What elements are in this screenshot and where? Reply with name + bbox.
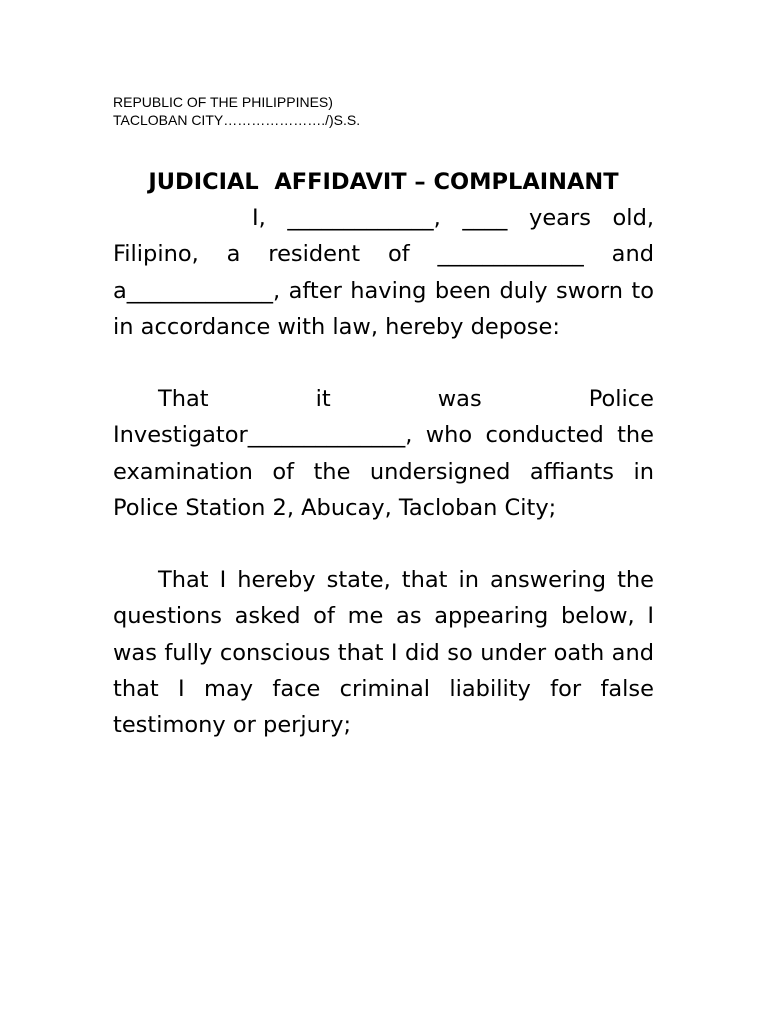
affidavit-body bbox=[113, 164, 654, 743]
paragraph-spacer bbox=[113, 345, 654, 381]
paragraph-police-investigator: That it was Police Investigator______________, who conducted the examination of the undersigned affiants in Police Station 2, Abucay, Tacloban City; bbox=[113, 386, 654, 521]
paragraph-affiant-statement: I, _____________, ____ years old, Filipino, a resident of _____________ and a_____________, after having been duly sworn to in accordance with law, hereby depose: bbox=[113, 205, 654, 340]
paragraph-spacer bbox=[113, 526, 654, 562]
venue-line-republic: REPUBLIC OF THE PHILIPPINES) bbox=[113, 94, 333, 110]
document-title: JUDICIAL AFFIDAVIT – COMPLAINANT bbox=[148, 169, 619, 195]
paragraph-oath-statement: That I hereby state, that in answering the questions asked of me as appearing below, I was fully conscious that I did so under oath and that I may face criminal liability for false testimony or perjury; bbox=[113, 567, 654, 738]
venue-line-city: TACLOBAN CITY…………………./)S.S. bbox=[113, 112, 361, 128]
venue-block bbox=[113, 93, 360, 129]
